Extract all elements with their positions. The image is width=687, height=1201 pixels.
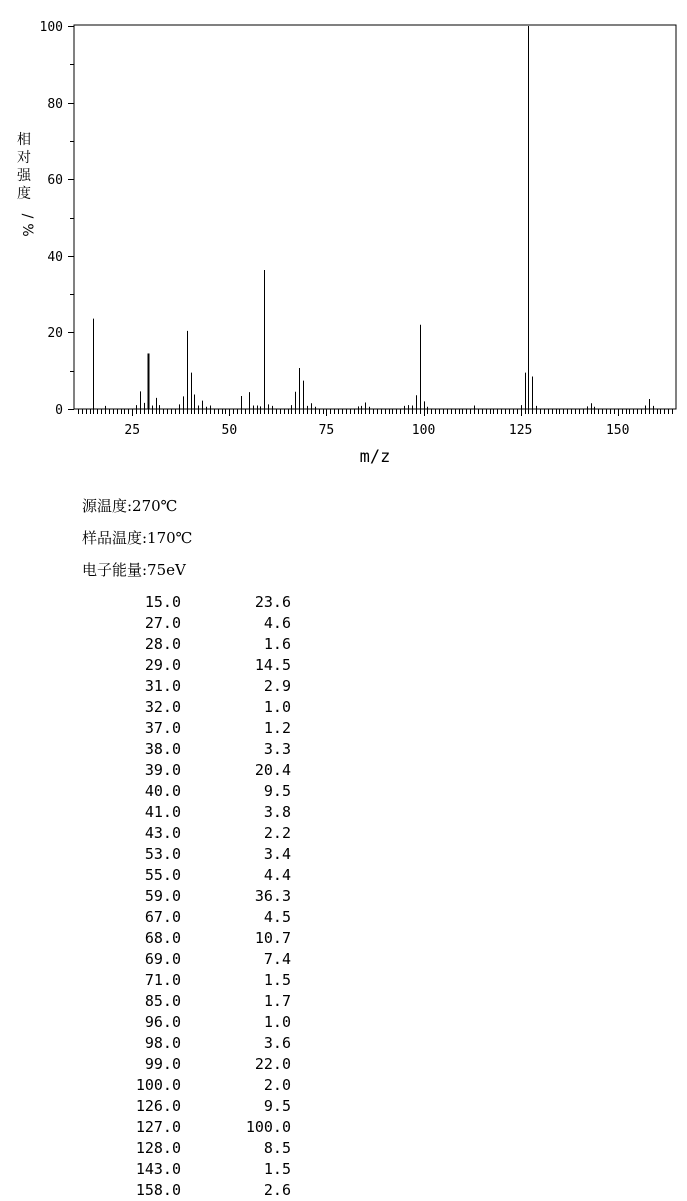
peak-mz: 158.0 [135, 1181, 181, 1199]
peak-mz: 28.0 [144, 635, 181, 653]
table-row [0, 613, 320, 634]
peak-intensity: 1.0 [263, 1013, 291, 1031]
table-row [0, 928, 320, 949]
peak-intensity: 7.4 [263, 950, 291, 968]
peak-intensity: 4.5 [263, 908, 291, 926]
y-tick-label: 40 [47, 250, 63, 265]
table-row [0, 1159, 320, 1180]
y-tick-label: 0 [55, 403, 63, 418]
table-row [0, 1096, 320, 1117]
table-row [0, 634, 320, 655]
peak-intensity: 10.7 [254, 929, 291, 947]
table-row [0, 949, 320, 970]
peak-intensity: 4.6 [263, 614, 291, 632]
y-axis-label-char: 对 [17, 150, 31, 166]
peak-mz: 41.0 [144, 803, 181, 821]
peak-intensity: 1.5 [263, 1160, 291, 1178]
peak-mz: 27.0 [144, 614, 181, 632]
y-tick-label: 60 [47, 173, 63, 188]
peak-intensity: 14.5 [254, 656, 291, 674]
x-tick-label: 25 [124, 423, 141, 438]
table-row [0, 592, 320, 613]
peak-intensity: 2.2 [263, 824, 291, 842]
peak-intensity: 36.3 [254, 887, 291, 905]
peak-intensity: 1.6 [263, 635, 291, 653]
x-tick-label: 50 [221, 423, 238, 438]
peak-mz: 29.0 [144, 656, 181, 674]
peak-intensity: 1.0 [263, 698, 291, 716]
peak-mz: 32.0 [144, 698, 181, 716]
table-row [0, 991, 320, 1012]
peak-intensity: 3.3 [263, 740, 291, 758]
x-tick-label: 125 [508, 423, 533, 438]
sample-temperature: 样品温度:170℃ [82, 529, 193, 547]
y-axis-label-char: 强 [17, 168, 31, 184]
peak-mz: 143.0 [135, 1160, 181, 1178]
peak-mz: 85.0 [144, 992, 181, 1010]
peak-mz: 59.0 [144, 887, 181, 905]
peak-intensity: 1.5 [263, 971, 291, 989]
peak-mz: 99.0 [144, 1055, 181, 1073]
table-row [0, 697, 320, 718]
peak-intensity: 3.6 [263, 1034, 291, 1052]
x-axis-label: m/z [359, 447, 391, 467]
peak-intensity: 9.5 [263, 1097, 291, 1115]
table-row [0, 739, 320, 760]
table-row [0, 844, 320, 865]
peak-mz: 31.0 [144, 677, 181, 695]
y-axis-label [17, 131, 35, 237]
y-tick-label: 80 [47, 97, 63, 112]
table-row [0, 718, 320, 739]
peak-intensity: 9.5 [263, 782, 291, 800]
peak-mz: 37.0 [144, 719, 181, 737]
table-row [0, 1054, 320, 1075]
peak-mz: 69.0 [144, 950, 181, 968]
peak-mz: 96.0 [144, 1013, 181, 1031]
peak-intensity: 3.8 [263, 803, 291, 821]
peak-mz: 98.0 [144, 1034, 181, 1052]
peak-mz: 127.0 [135, 1118, 181, 1136]
table-row [0, 823, 320, 844]
table-row [0, 1012, 320, 1033]
peak-intensity: 2.0 [263, 1076, 291, 1094]
x-tick-label: 75 [318, 423, 335, 438]
y-axis-label-char: 度 [17, 186, 31, 202]
peak-mz: 128.0 [135, 1139, 181, 1157]
y-axis [40, 20, 74, 418]
table-row [0, 886, 320, 907]
peak-intensity: 23.6 [254, 593, 291, 611]
plot-frame [74, 25, 676, 409]
source-temperature: 源温度:270℃ [82, 497, 178, 515]
table-row [0, 1138, 320, 1159]
peak-mz: 40.0 [144, 782, 181, 800]
table-row [0, 676, 320, 697]
peak-intensity: 1.2 [263, 719, 291, 737]
peak-mz: 38.0 [144, 740, 181, 758]
table-row [0, 1033, 320, 1054]
peak-mz: 126.0 [135, 1097, 181, 1115]
x-tick-label: 150 [605, 423, 630, 438]
peak-intensity: 2.9 [263, 677, 291, 695]
peak-intensity: 4.4 [263, 866, 291, 884]
table-row [0, 781, 320, 802]
table-row [0, 655, 320, 676]
table-row [0, 760, 320, 781]
y-tick-label: 20 [47, 326, 63, 341]
x-axis [79, 409, 673, 438]
peak-intensity: 100.0 [245, 1118, 291, 1136]
peak-mz: 15.0 [144, 593, 181, 611]
peak-table [0, 592, 320, 1201]
x-tick-label: 100 [411, 423, 436, 438]
peak-mz: 43.0 [144, 824, 181, 842]
peak-intensity: 3.4 [263, 845, 291, 863]
peak-mz: 100.0 [135, 1076, 181, 1094]
y-axis-label-char: 相 [17, 132, 31, 148]
spectrum-peaks [94, 26, 654, 409]
peak-mz: 71.0 [144, 971, 181, 989]
y-axis-label-char: % [19, 223, 35, 237]
peak-intensity: 8.5 [263, 1139, 291, 1157]
mass-spectrum-chart [0, 0, 687, 480]
y-tick-label: 100 [39, 20, 63, 35]
table-row [0, 1075, 320, 1096]
peak-mz: 55.0 [144, 866, 181, 884]
peak-intensity: 20.4 [254, 761, 291, 779]
table-row [0, 1117, 320, 1138]
electron-energy: 电子能量:75eV [82, 561, 186, 579]
peak-intensity: 1.7 [263, 992, 291, 1010]
peak-intensity: 22.0 [254, 1055, 291, 1073]
peak-mz: 67.0 [144, 908, 181, 926]
peak-mz: 53.0 [144, 845, 181, 863]
table-row [0, 802, 320, 823]
table-row [0, 1180, 320, 1201]
peak-mz: 68.0 [144, 929, 181, 947]
peak-intensity: 2.6 [263, 1181, 291, 1199]
table-row [0, 970, 320, 991]
peak-mz: 39.0 [144, 761, 181, 779]
table-row [0, 907, 320, 928]
table-row [0, 865, 320, 886]
y-axis-label-char: / [19, 213, 35, 219]
